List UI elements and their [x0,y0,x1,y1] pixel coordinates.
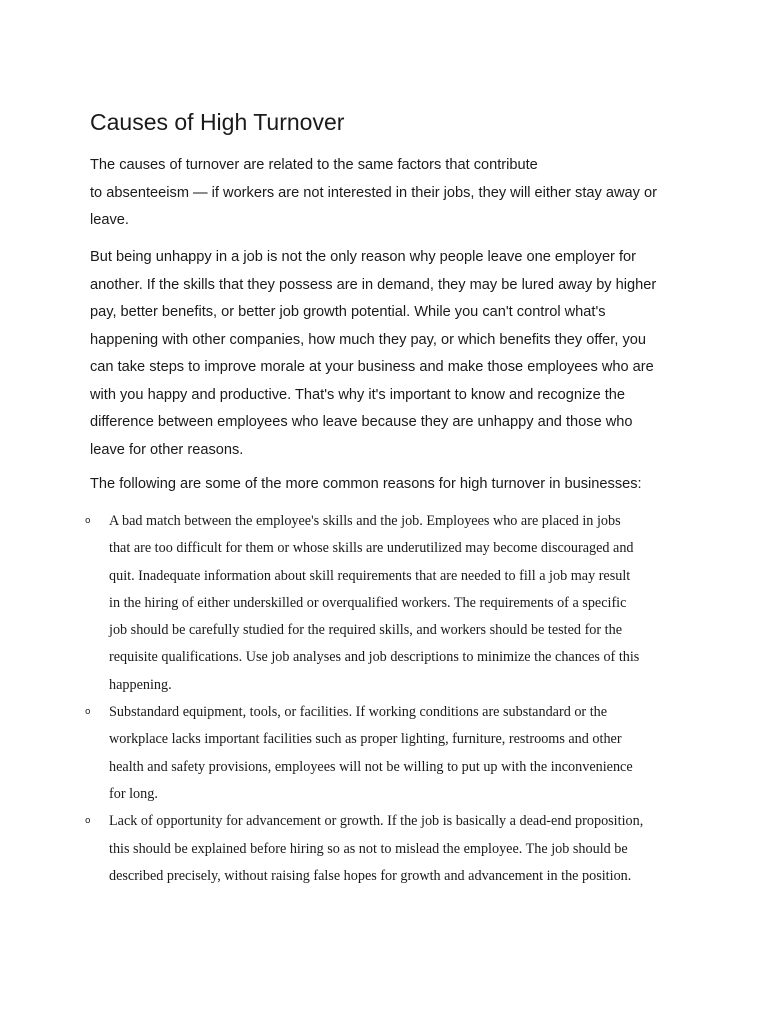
list-item-text [109,508,685,699]
text-line: The following are some of the more common reasons for high turnover in businesses: [90,476,642,492]
list-item [85,508,685,699]
text-line: this should be explained before hiring so as not to mislead the employee. The job should be [109,840,628,857]
text-line: quit. Inadequate information about skill requirements that are needed to fill a job may result [109,567,631,584]
text-line: But being unhappy in a job is not the only reason why people leave one employer for [90,249,637,265]
text-line: happening with other companies, how much they pay, or which benefits they offer, you [90,331,646,348]
list-item [85,808,685,890]
text-line: A bad match between the employee's skills and the job. Employees who are placed in jobs [109,513,621,529]
text-line: can take steps to improve morale at your business and make those employees who are [90,359,654,375]
bullet-circle-icon: o [85,516,91,526]
text-line: Lack of opportunity for advancement or growth. If the job is basically a dead-end proposition, [109,813,644,830]
text-line: happening. [109,676,172,693]
text-line: job should be carefully studied for the required skills, and workers should be tested for the [109,622,622,639]
list-item-text [109,699,685,808]
text-line: another. If the skills that they possess are in demand, they may be lured away by higher [90,276,657,293]
text-line: described precisely, without raising false hopes for growth and advancement in the position. [109,867,632,884]
list-item [85,699,685,808]
text-line: requisite qualifications. Use job analyses and job descriptions to minimize the chances of this [109,649,640,666]
text-line: Substandard equipment, tools, or facilities. If working conditions are substandard or the [109,704,608,721]
list-item-text [109,808,685,890]
paragraph-unhappy [90,244,656,464]
page-title: Causes of High Turnover [90,109,345,135]
text-line: to absenteeism — if workers are not interested in their jobs, they will either stay away or [90,184,657,201]
text-line: difference between employees who leave because they are unhappy and those who [90,414,633,430]
reasons-list [85,508,685,890]
text-line: that are too difficult for them or whose skills are underutilized may become discouraged and [109,540,634,557]
text-line: leave. [90,212,129,228]
text-line: The causes of turnover are related to the same factors that contribute [90,157,538,173]
paragraph-list-intro [90,471,642,499]
bullet-circle-icon: o [85,816,91,827]
text-line: health and safety provisions, employees will not be willing to put up with the inconvenience [109,758,633,775]
paragraph-intro [90,152,657,235]
bullet-circle-icon: o [85,707,91,718]
text-line: workplace lacks important facilities such as proper lighting, furniture, restrooms and other [109,731,622,748]
text-line: in the hiring of either underskilled or overqualified workers. The requirements of a specific [109,594,627,611]
text-line: for long. [109,785,158,802]
text-line: leave for other reasons. [90,441,244,458]
text-line: with you happy and productive. That's why it's important to know and recognize the [90,386,626,403]
text-line: pay, better benefits, or better job growth potential. While you can't control what's [90,304,606,320]
